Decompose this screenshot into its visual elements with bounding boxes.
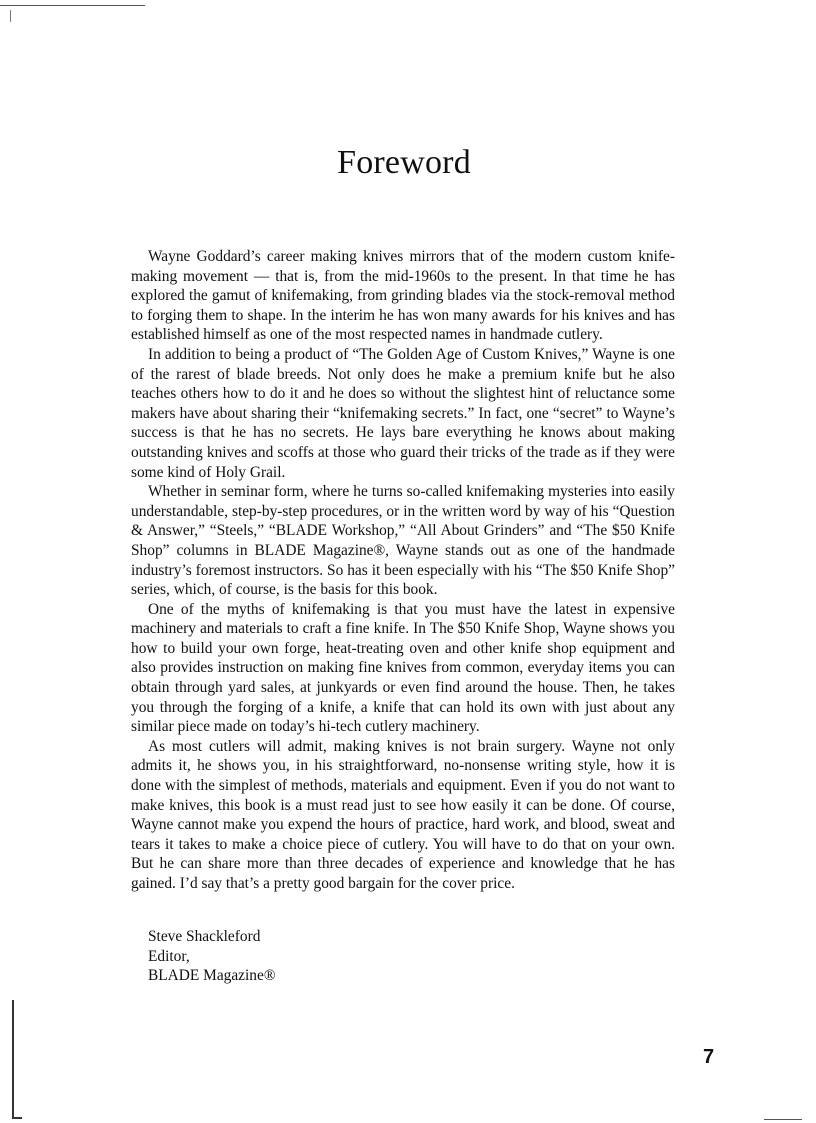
paragraph: In addition to being a product of “The Golden Age of Custom Knives,” Wayne is one of the rarest of blade breeds. Not only does he make a premium knife but he also teaches others how to do it and he does so without the slightest hint of reluctance some makers have about sharing their “knifemaking secrets.” In fact, one “secret” to Wayne’s success is that he has no secrets. He lays bare everything he knows about making outstanding knives and scoffs at those who guard their tricks of the trade as if they were some kind of Holy Grail.: [131, 345, 675, 481]
scan-border-top: [0, 5, 145, 6]
paragraph: As most cutlers will admit, making knives is not brain surgery. Wayne not only admits it, he shows you, in his straightforward, no-nonsense writing style, how it is done with the simplest of methods, materials and equipment. Even if you do not want to make knives, this book is a must read just to see how easily it can be done. Of course, Wayne cannot make you expend the hours of practice, hard work, and blood, sweat and tears it takes to make a choice piece of cutlery. You will have to do that on your own. But he can share more than three decades of experience and knowledge that he has gained. I’d say that’s a pretty good bargain for the cover price.: [131, 737, 675, 892]
page-title: Foreword: [337, 144, 471, 181]
scan-border-bottom: [764, 1119, 802, 1120]
scan-border-left-foot: [12, 1117, 22, 1119]
scan-border-left: [12, 1000, 14, 1118]
signature-publication: BLADE Magazine®: [148, 967, 276, 984]
signature-block: [148, 927, 276, 986]
signature-role: Editor,: [148, 947, 190, 965]
foreword-body: [131, 247, 675, 894]
page-number: 7: [703, 1046, 715, 1068]
signature-name: Steve Shackleford: [148, 928, 261, 945]
paragraph: One of the myths of knifemaking is that you must have the latest in expensive machinery and materials to craft a fine knife. In The $50 Knife Shop, Wayne shows you how to build your own forge, heat-treating oven and other knife shop equipment and also provides instruction on making fine knives from common, everyday items you can obtain through yard sales, at junkyards or even find around the house. Then, he takes you through the forging of a knife, a knife that can hold its own with just about any similar piece made on today’s hi-tech cutlery machinery.: [131, 600, 675, 736]
paragraph: Wayne Goddard’s career making knives mirrors that of the modern custom knife-making movement — that is, from the mid-1960s to the present. In that time he has explored the gamut of knifemaking, from grinding blades via the stock-removal method to forging them to shape. In the interim he has won many awards for his knives and has established himself as one of the most respected names in handmade cutlery.: [131, 248, 675, 344]
scan-mark: [10, 10, 11, 22]
paragraph: Whether in seminar form, where he turns so-called knifemaking mysteries into easily understandable, step-by-step procedures, or in the written word by way of his “Question & Answer,” “Steels,” “BLADE Workshop,” “All About Grinders” and “The $50 Knife Shop” columns in BLADE Magazine®, Wayne stands out as one of the handmade industry’s foremost instructors. So has it been especially with his “The $50 Knife Shop” series, which, of course, is the basis for this book.: [131, 483, 675, 599]
